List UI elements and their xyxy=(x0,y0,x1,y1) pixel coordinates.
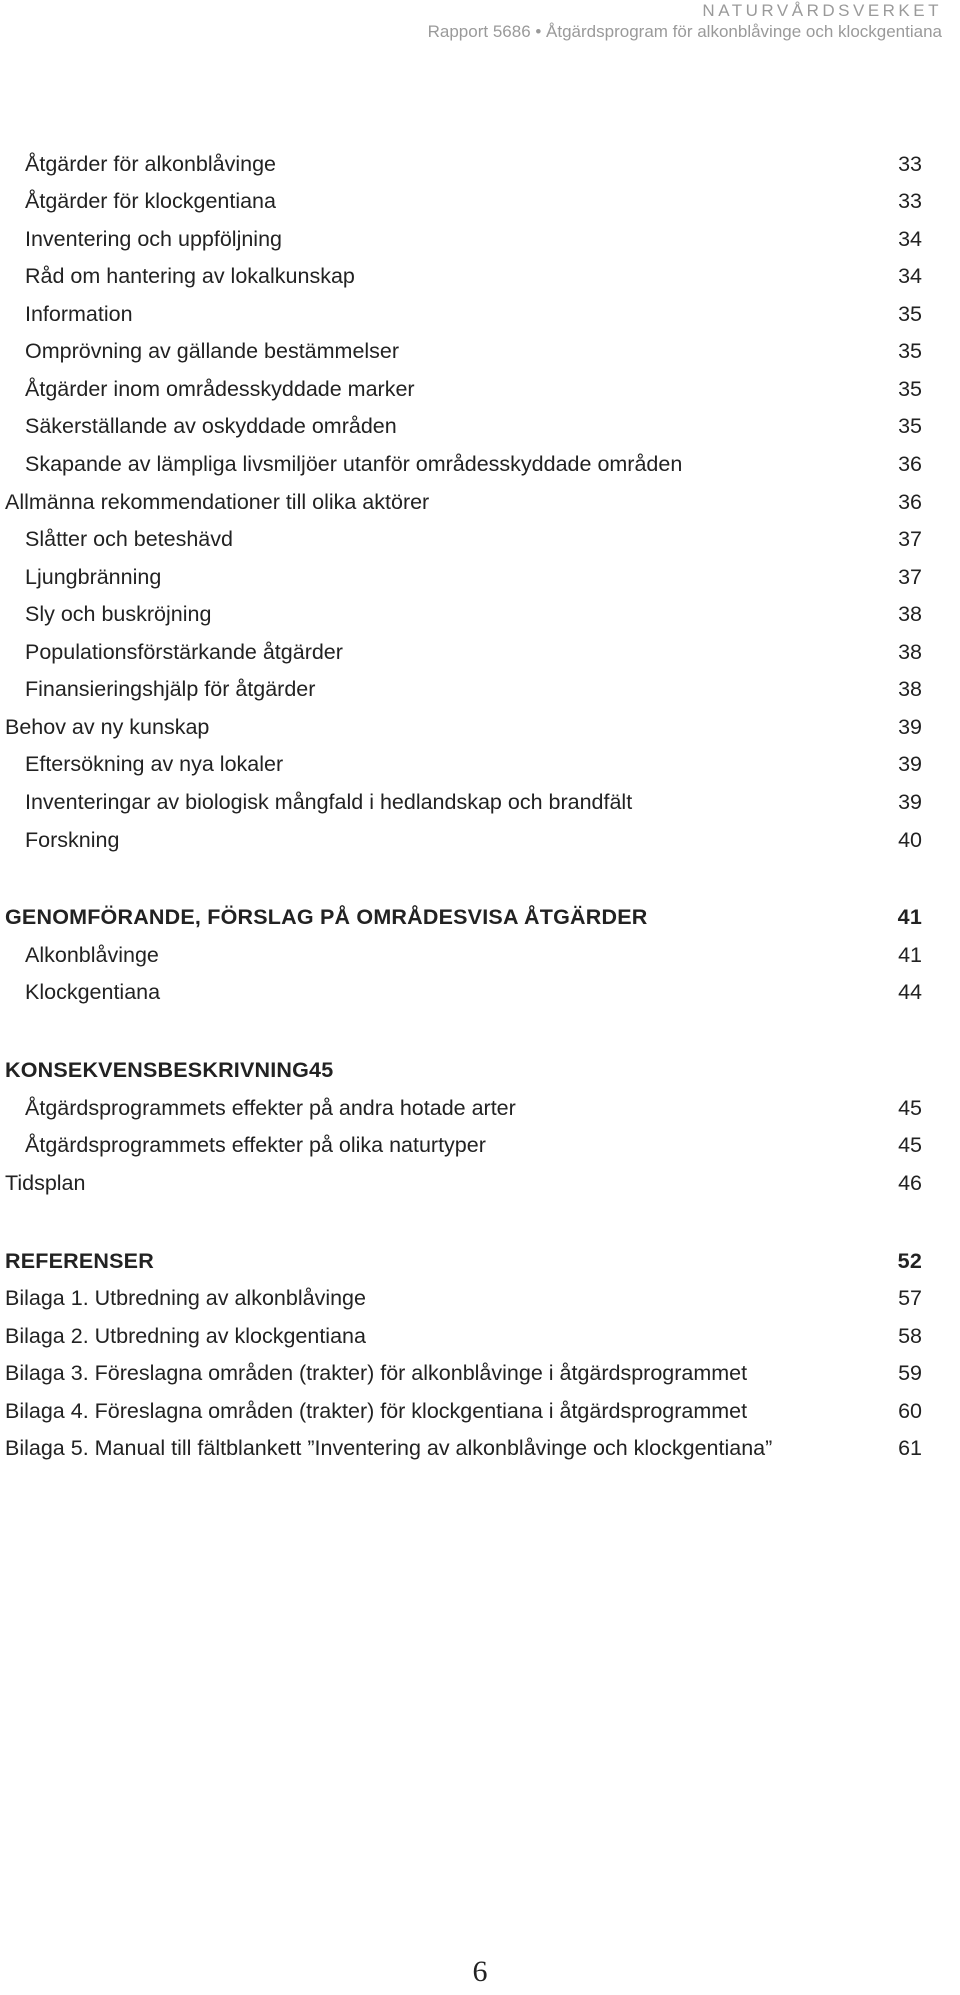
toc-entry-title: Forskning xyxy=(25,828,120,852)
toc-entry[interactable] xyxy=(0,258,960,294)
toc-entry-page: 35 xyxy=(898,339,922,363)
header-report-title: Rapport 5686 • Åtgärdsprogram för alkonblåvinge och klockgentiana xyxy=(427,22,942,41)
toc-entry-page: 40 xyxy=(898,828,922,852)
toc-entry-page: 36 xyxy=(898,490,922,514)
toc-entry[interactable] xyxy=(0,1393,960,1429)
page-number: 6 xyxy=(472,1955,488,1988)
toc-entry-page: 35 xyxy=(898,414,922,438)
toc-entry-title: Sly och buskröjning xyxy=(25,602,212,626)
toc-entry-title: Alkonblåvinge xyxy=(25,943,159,967)
toc-entry-page: 36 xyxy=(898,452,922,476)
toc-entry-title: Åtgärdsprogrammets effekter på andra hotade arter xyxy=(25,1096,516,1120)
toc-entry-page: 38 xyxy=(898,677,922,701)
toc-entry[interactable] xyxy=(0,1355,960,1391)
toc-entry[interactable] xyxy=(0,974,960,1010)
toc-entry-title: Allmänna rekommendationer till olika aktörer xyxy=(5,490,430,514)
toc-entry-page: 38 xyxy=(898,640,922,664)
toc-entry[interactable] xyxy=(0,1280,960,1316)
toc-entry-page: 61 xyxy=(898,1436,922,1460)
toc-entry[interactable] xyxy=(0,937,960,973)
toc-entry-page: 45 xyxy=(898,1096,922,1120)
toc-entry-title: Bilaga 4. Föreslagna områden (trakter) för klockgentiana i åtgärdsprogrammet xyxy=(5,1399,748,1423)
toc-entry-title: Populationsförstärkande åtgärder xyxy=(25,640,343,664)
toc-entry-title: Säkerställande av oskyddade områden xyxy=(25,414,397,438)
toc-entry-page: 39 xyxy=(898,715,922,739)
toc-entry[interactable] xyxy=(0,221,960,257)
toc-entry-title: Slåtter och beteshävd xyxy=(25,527,233,551)
toc-entry-title: Bilaga 3. Föreslagna områden (trakter) för alkonblåvinge i åtgärdsprogrammet xyxy=(5,1361,748,1385)
toc-section-heading[interactable] xyxy=(0,1052,960,1088)
toc-entry-page: 33 xyxy=(898,152,922,176)
toc-entry-title: Behov av ny kunskap xyxy=(5,715,210,739)
toc-entry-title: GENOMFÖRANDE, FÖRSLAG PÅ OMRÅDESVISA ÅTGÄRDER xyxy=(5,905,648,929)
toc-entry-title: REFERENSER xyxy=(5,1249,154,1273)
toc-entry-page: 37 xyxy=(898,565,922,589)
toc-entry[interactable] xyxy=(0,746,960,782)
header-agency-name: NATURVÅRDSVERKET xyxy=(702,1,942,20)
toc-entry-page: 46 xyxy=(898,1171,922,1195)
toc-entry-page: 44 xyxy=(898,980,922,1004)
toc-entry[interactable] xyxy=(0,822,960,858)
toc-entry[interactable] xyxy=(0,296,960,332)
toc-entry-page: 39 xyxy=(898,752,922,776)
toc-section-heading[interactable] xyxy=(0,1243,960,1279)
toc-entry-title: Bilaga 2. Utbredning av klockgentiana xyxy=(5,1324,366,1348)
toc-entry-page: 45 xyxy=(898,1133,922,1157)
toc-entry-title: Finansieringshjälp för åtgärder xyxy=(25,677,316,701)
toc-entry-page: 38 xyxy=(898,602,922,626)
toc-entry[interactable] xyxy=(0,371,960,407)
toc-entry[interactable] xyxy=(0,521,960,557)
toc-entry-title: Klockgentiana xyxy=(25,980,161,1004)
toc-entry[interactable] xyxy=(0,333,960,369)
toc-entry-page: 33 xyxy=(898,189,922,213)
toc-entry-title: Omprövning av gällande bestämmelser xyxy=(25,339,400,363)
toc-entry-page: 35 xyxy=(898,302,922,326)
toc-entry-page: 58 xyxy=(898,1324,922,1348)
toc-entry-title: KONSEKVENSBESKRIVNING45 xyxy=(5,1058,334,1082)
toc-entry[interactable] xyxy=(0,1090,960,1126)
toc-entry[interactable] xyxy=(0,709,960,745)
toc-entry-title: Information xyxy=(25,302,133,326)
toc-entry[interactable] xyxy=(0,1430,960,1466)
toc-entry-page: 37 xyxy=(898,527,922,551)
toc-entry-page: 41 xyxy=(897,905,922,929)
toc-entry-title: Åtgärder för alkonblåvinge xyxy=(25,152,276,176)
toc-entry-title: Tidsplan xyxy=(5,1171,86,1195)
toc-entry-title: Åtgärdsprogrammets effekter på olika naturtyper xyxy=(25,1133,486,1157)
toc-section-heading[interactable] xyxy=(0,899,960,935)
toc-entry-title: Skapande av lämpliga livsmiljöer utanför områdesskyddade områden xyxy=(25,452,683,476)
toc-entry-page: 34 xyxy=(898,227,922,251)
toc-entry-title: Inventering och uppföljning xyxy=(25,227,282,251)
toc-entry-page: 59 xyxy=(898,1361,922,1385)
toc-entry-page: 41 xyxy=(898,943,922,967)
toc-entry-title: Åtgärder inom områdesskyddade marker xyxy=(25,377,415,401)
toc-entry-title: Ljungbränning xyxy=(25,565,162,589)
toc-entry-page: 57 xyxy=(898,1286,922,1310)
toc-entry[interactable] xyxy=(0,446,960,482)
toc-entry[interactable] xyxy=(0,596,960,632)
toc-entry[interactable] xyxy=(0,784,960,820)
toc-entry[interactable] xyxy=(0,1165,960,1201)
toc-entry-page: 39 xyxy=(898,790,922,814)
toc-entry[interactable] xyxy=(0,671,960,707)
toc-entry-title: Bilaga 5. Manual till fältblankett ”Inventering av alkonblåvinge och klockgentiana” xyxy=(5,1436,773,1460)
toc-entry[interactable] xyxy=(0,1318,960,1354)
toc-entry[interactable] xyxy=(0,1127,960,1163)
toc-entry[interactable] xyxy=(0,559,960,595)
toc-entry-title: Råd om hantering av lokalkunskap xyxy=(25,264,355,288)
toc-entry[interactable] xyxy=(0,146,960,182)
toc-entry-page: 52 xyxy=(897,1249,922,1273)
toc-entry[interactable] xyxy=(0,408,960,444)
toc-entry[interactable] xyxy=(0,183,960,219)
toc-entry-page: 35 xyxy=(898,377,922,401)
toc-entry-title: Eftersökning av nya lokaler xyxy=(25,752,284,776)
toc-entry[interactable] xyxy=(0,484,960,520)
toc-entry-page: 34 xyxy=(898,264,922,288)
toc-entry[interactable] xyxy=(0,634,960,670)
toc-entry-page: 60 xyxy=(898,1399,922,1423)
toc-entry-title: Bilaga 1. Utbredning av alkonblåvinge xyxy=(5,1286,366,1310)
toc-entry-title: Åtgärder för klockgentiana xyxy=(25,189,276,213)
toc-entry-title: Inventeringar av biologisk mångfald i hedlandskap och brandfält xyxy=(25,790,633,814)
